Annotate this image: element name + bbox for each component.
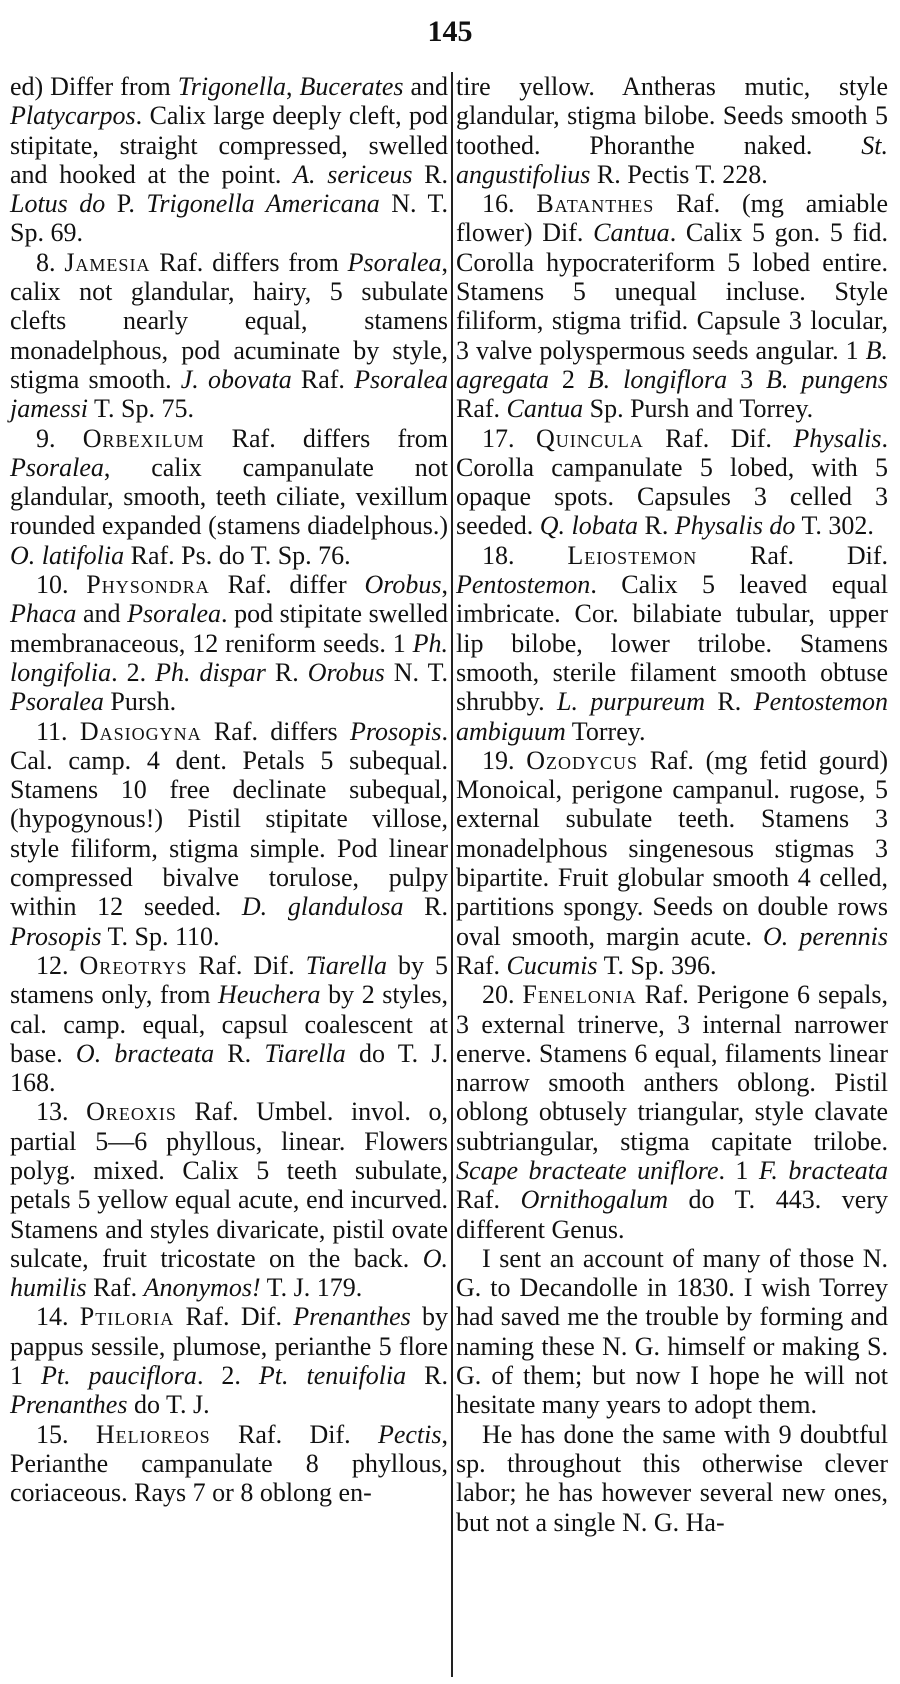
text-run: Raf. Dif. xyxy=(174,1302,294,1332)
text-run: R. xyxy=(637,511,675,541)
page-number: 145 xyxy=(427,15,473,48)
italic-text: B. pungens xyxy=(766,364,888,394)
genus-name: Oreotrys xyxy=(79,950,188,980)
italic-text: Cucumis xyxy=(506,950,598,980)
text-run: Raf. Ps. do T. Sp. 76. xyxy=(124,540,351,570)
italic-text: Psoralea xyxy=(10,687,104,717)
italic-text: Orobus xyxy=(364,570,442,600)
text-run: Raf. (mg amiable flower) Dif. xyxy=(456,189,888,248)
text-run: do T. J. xyxy=(127,1390,210,1420)
genus-name: Leiostemon xyxy=(567,540,698,570)
paragraph xyxy=(456,189,888,423)
text-run: Raf. differs from xyxy=(204,423,448,453)
genus-name: Jamesia xyxy=(64,247,151,277)
text-run: R. xyxy=(406,1361,449,1391)
text-run: Sp. Pursh and Torrey. xyxy=(583,394,814,424)
text-run: 16. xyxy=(482,189,537,219)
text-run: . Calix 5 leaved equal imbricate. Cor. bilabiate tubular, upper lip bilobe, lower trilobe. Stamens smooth, sterile filament smooth obtuse shrubby. xyxy=(456,570,888,717)
text-run: P. xyxy=(105,189,147,219)
paragraph xyxy=(10,1097,448,1302)
text-run: Raf. differ xyxy=(209,570,365,600)
text-run: do T. 443. very different Genus. xyxy=(456,1185,888,1244)
italic-text: Pentostemon ambiguum xyxy=(456,687,888,746)
genus-name: Helioreos xyxy=(95,1419,211,1449)
text-run: Raf. differs from xyxy=(150,247,348,277)
italic-text: Trigonella xyxy=(177,72,287,101)
paragraph xyxy=(456,980,888,1244)
italic-text: Pentostemon xyxy=(456,570,591,600)
genus-name: Ozodycus xyxy=(526,745,639,775)
text-run: T. Sp. 396. xyxy=(597,950,717,980)
italic-text: B. agregata xyxy=(456,335,888,394)
text-run: Raf. Umbel. invol. o, partial 5—6 phyllous, linear. Flowers polyg. mixed. Calix 5 teeth subulate, petals 5 yellow equal acute, end incurved. Stamens and styles divaricate, pistil ovate sulcate, fruit tricostate on the back. xyxy=(10,1097,448,1273)
text-run: 18. xyxy=(482,540,568,570)
italic-text: Lotus do xyxy=(10,189,106,219)
italic-text: D. glandulosa xyxy=(241,892,404,922)
text-run: 19. xyxy=(482,745,527,775)
italic-text: Psoralea xyxy=(10,452,104,482)
paragraph xyxy=(10,717,448,951)
text-run: , xyxy=(441,570,449,600)
paragraph xyxy=(456,424,888,541)
paragraph xyxy=(456,541,888,746)
text-run: do T. J. 168. xyxy=(10,1038,448,1098)
text-run: He has done the same with 9 doubtful sp. throughout this otherwise clever labor; he has however several new ones, but not a single N. G. Ha- xyxy=(456,1419,888,1537)
text-run: Raf. differs xyxy=(201,716,350,746)
text-run: ed) Differ from xyxy=(10,72,178,101)
italic-text: Ornithogalum xyxy=(520,1185,668,1215)
italic-text: St. angustifolius xyxy=(456,130,888,189)
text-run: by 2 styles, cal. camp. equal, capsul coalescent at base. xyxy=(10,980,448,1068)
paragraph xyxy=(456,72,888,189)
italic-text: O. latifolia xyxy=(10,540,125,570)
text-run: , calix not glandular, hairy, 5 subulate clefts nearly equal, stamens monadelphous, pod acuminate by style, stigma smooth. xyxy=(10,247,449,394)
text-run: Raf. xyxy=(291,364,355,394)
text-run: Raf. Dif. xyxy=(210,1419,378,1449)
text-run: Raf. xyxy=(86,1273,144,1303)
genus-name: Dasiogyna xyxy=(79,716,202,746)
text-run: and xyxy=(76,599,128,629)
text-run: . Cal. camp. 4 dent. Petals 5 subequal. Stamens 10 free declinate subequal, (hypogynous!) Pistil stipitate villose, style filiform, stigma simple. Pod linear compressed bivalve torulose, pulpy within 12 seeded. xyxy=(10,716,448,922)
paragraph xyxy=(10,570,448,716)
text-run: R. xyxy=(265,657,308,687)
text-run: Raf. Dif. xyxy=(643,423,794,453)
italic-text: O. humilis xyxy=(10,1243,448,1303)
text-run: by 5 stamens only, from xyxy=(10,950,449,1010)
italic-text: Psoralea xyxy=(127,599,222,629)
text-run: Raf. Dif. xyxy=(697,540,889,570)
text-run: Raf. (mg fetid gourd) Monoical, perigone campanul. rugose, 5 external subulate teeth. Stamens 3 monadelphous singenesous stigmas 3 bipartite. Fruit globular smooth 4 celled, partitions spongy. Seeds on double rows oval smooth, margin acute. xyxy=(456,745,888,951)
italic-text: F. bracteata xyxy=(758,1155,888,1185)
text-run: Raf. Dif. xyxy=(187,950,306,980)
italic-text: Phaca xyxy=(10,599,77,629)
text-run: 12. xyxy=(36,950,80,980)
text-run: Raf. xyxy=(456,1185,521,1215)
text-run: . Calix 5 gon. 5 fid. Corolla hypocrateriform 5 lobed entire. Stamens 5 unequal incluse. Style filiform, stigma trifid. Capsule 3 locular, 3 valve polyspermous seeds angular. 1 xyxy=(456,218,888,365)
italic-text: Pt. tenuifolia xyxy=(258,1361,407,1391)
text-run: . 2. xyxy=(196,1361,259,1391)
text-run: . Corolla campanulate 5 lobed, with 5 opaque spots. Capsules 3 celled 3 seeded. xyxy=(456,423,889,541)
text-run: 11. xyxy=(36,716,80,746)
italic-text: Q. lobata xyxy=(539,511,638,541)
italic-text: Pectis xyxy=(377,1419,442,1449)
paragraph xyxy=(456,1420,888,1537)
italic-text: O. bracteata xyxy=(75,1038,215,1068)
italic-text: Prosopis xyxy=(349,716,442,746)
text-run: R. xyxy=(412,159,448,189)
genus-name: Orbexilum xyxy=(82,423,205,453)
italic-text: Prenanthes xyxy=(10,1390,128,1420)
text-run: N. T. Sp. 69. xyxy=(10,189,448,248)
italic-text: Psoralea jamessi xyxy=(10,364,448,424)
genus-name: Oreoxis xyxy=(86,1097,177,1127)
text-run: , xyxy=(286,72,300,101)
italic-text: Tiarella xyxy=(264,1038,346,1068)
italic-text: Cantua xyxy=(506,394,584,424)
right-column xyxy=(456,72,888,1537)
text-run: Raf. xyxy=(456,950,507,980)
text-run: R. xyxy=(705,687,754,717)
italic-text: A. sericeus xyxy=(293,159,413,189)
text-run: 9. xyxy=(36,423,83,453)
italic-text: Psoralea xyxy=(347,247,442,277)
italic-text: Ph. longifolia xyxy=(10,628,448,687)
italic-text: Trigonella Americana xyxy=(146,189,380,219)
text-run: T. Sp. 75. xyxy=(88,394,194,424)
italic-text: Platycarpos xyxy=(10,101,136,131)
text-run: Pursh. xyxy=(103,687,177,717)
text-run: tire yellow. Antheras mutic, style glandular, stigma bilobe. Seeds smooth 5 toothed. Phoranthe naked. xyxy=(456,72,888,160)
text-run: Torrey. xyxy=(565,716,646,746)
text-run: 17. xyxy=(482,423,536,453)
italic-text: Bucerates xyxy=(299,72,404,101)
italic-text: Physalis do xyxy=(674,511,796,541)
text-run: , Perianthe campanulate 8 phyllous, coriaceous. Rays 7 or 8 oblong en- xyxy=(10,1419,448,1508)
italic-text: B. longiflora xyxy=(587,364,728,394)
text-run: T. Sp. 110. xyxy=(101,921,220,951)
italic-text: Prosopis xyxy=(10,921,102,951)
text-run: 15. xyxy=(36,1419,96,1449)
text-run: R. Pectis T. 228. xyxy=(590,159,768,189)
text-run: . 1 xyxy=(718,1155,759,1185)
text-run: Raf. xyxy=(456,394,507,424)
text-run: , calix campanulate not glandular, smooth, teeth ciliate, vexillum rounded expanded (stamens diadelphous.) xyxy=(10,452,448,541)
italic-text: J. obovata xyxy=(180,364,292,394)
genus-name: Fenelonia xyxy=(522,980,637,1010)
text-run: 14. xyxy=(36,1302,80,1332)
left-column xyxy=(10,72,448,1508)
italic-text: Heuchera xyxy=(218,980,321,1010)
italic-text: Scape bracteate uniflore xyxy=(456,1155,719,1185)
paragraph xyxy=(10,1420,448,1508)
text-run: T. 302. xyxy=(795,511,874,541)
italic-text: Ph. dispar xyxy=(155,657,266,687)
text-run: R. xyxy=(214,1038,265,1068)
text-run: . Calix large deeply cleft, pod stipitate, straight compressed, swelled and hooked at the point. xyxy=(10,101,448,189)
text-run: 13. xyxy=(36,1097,87,1127)
text-run: and xyxy=(403,72,448,101)
text-run: 2 xyxy=(548,364,588,394)
italic-text: Pt. pauciflora xyxy=(41,1361,197,1391)
italic-text: O. perennis xyxy=(762,921,888,951)
paragraph xyxy=(456,746,888,980)
text-run: 20. xyxy=(482,980,523,1010)
text-run: N. T. xyxy=(384,657,449,687)
text-run: 8. xyxy=(36,247,65,277)
italic-text: Cantua xyxy=(593,218,670,248)
text-run: by pappus sessile, plumose, perianthe 5 flore 1 xyxy=(10,1302,449,1391)
genus-name: Physondra xyxy=(86,570,210,600)
paragraph xyxy=(10,72,448,248)
genus-name: Ptiloria xyxy=(79,1302,175,1332)
text-run: T. J. 179. xyxy=(260,1273,363,1303)
text-run: R. xyxy=(403,892,449,922)
text-run: 3 xyxy=(727,364,767,394)
text-run: . 2. xyxy=(111,657,156,687)
italic-text: L. purpureum xyxy=(557,687,705,717)
text-run: I sent an account of many of those N. G. to Decandolle in 1830. I wish Torrey had saved me the trouble by forming and naming these N. G. himself or making S. G. of them; but now I hope he will not hesitate many years to adopt them. xyxy=(456,1243,888,1420)
italic-text: Orobus xyxy=(307,657,385,687)
text-run: . pod stipitate swelled membranaceous, 12 reniform seeds. 1 xyxy=(10,599,448,658)
italic-text: Prenanthes xyxy=(293,1302,411,1332)
column-divider xyxy=(451,72,453,1677)
paragraph xyxy=(10,1302,448,1419)
italic-text: Anonymos! xyxy=(143,1273,261,1303)
genus-name: Quincula xyxy=(535,423,644,453)
text-run: Raf. Perigone 6 sepals, 3 external trinerve, 3 internal narrower enerve. Stamens 6 equal, filaments linear narrow smooth anthers oblong. Pistil oblong obtusely triangular, style clavate subtriangular, stigma capitate trilobe. xyxy=(456,980,888,1156)
italic-text: Physalis xyxy=(793,423,882,453)
paragraph xyxy=(10,248,448,424)
text-run: 10. xyxy=(36,570,87,600)
italic-text: Tiarella xyxy=(305,950,387,980)
genus-name: Batanthes xyxy=(536,189,655,219)
paragraph xyxy=(10,424,448,570)
paragraph xyxy=(456,1244,888,1420)
paragraph xyxy=(10,951,448,1097)
